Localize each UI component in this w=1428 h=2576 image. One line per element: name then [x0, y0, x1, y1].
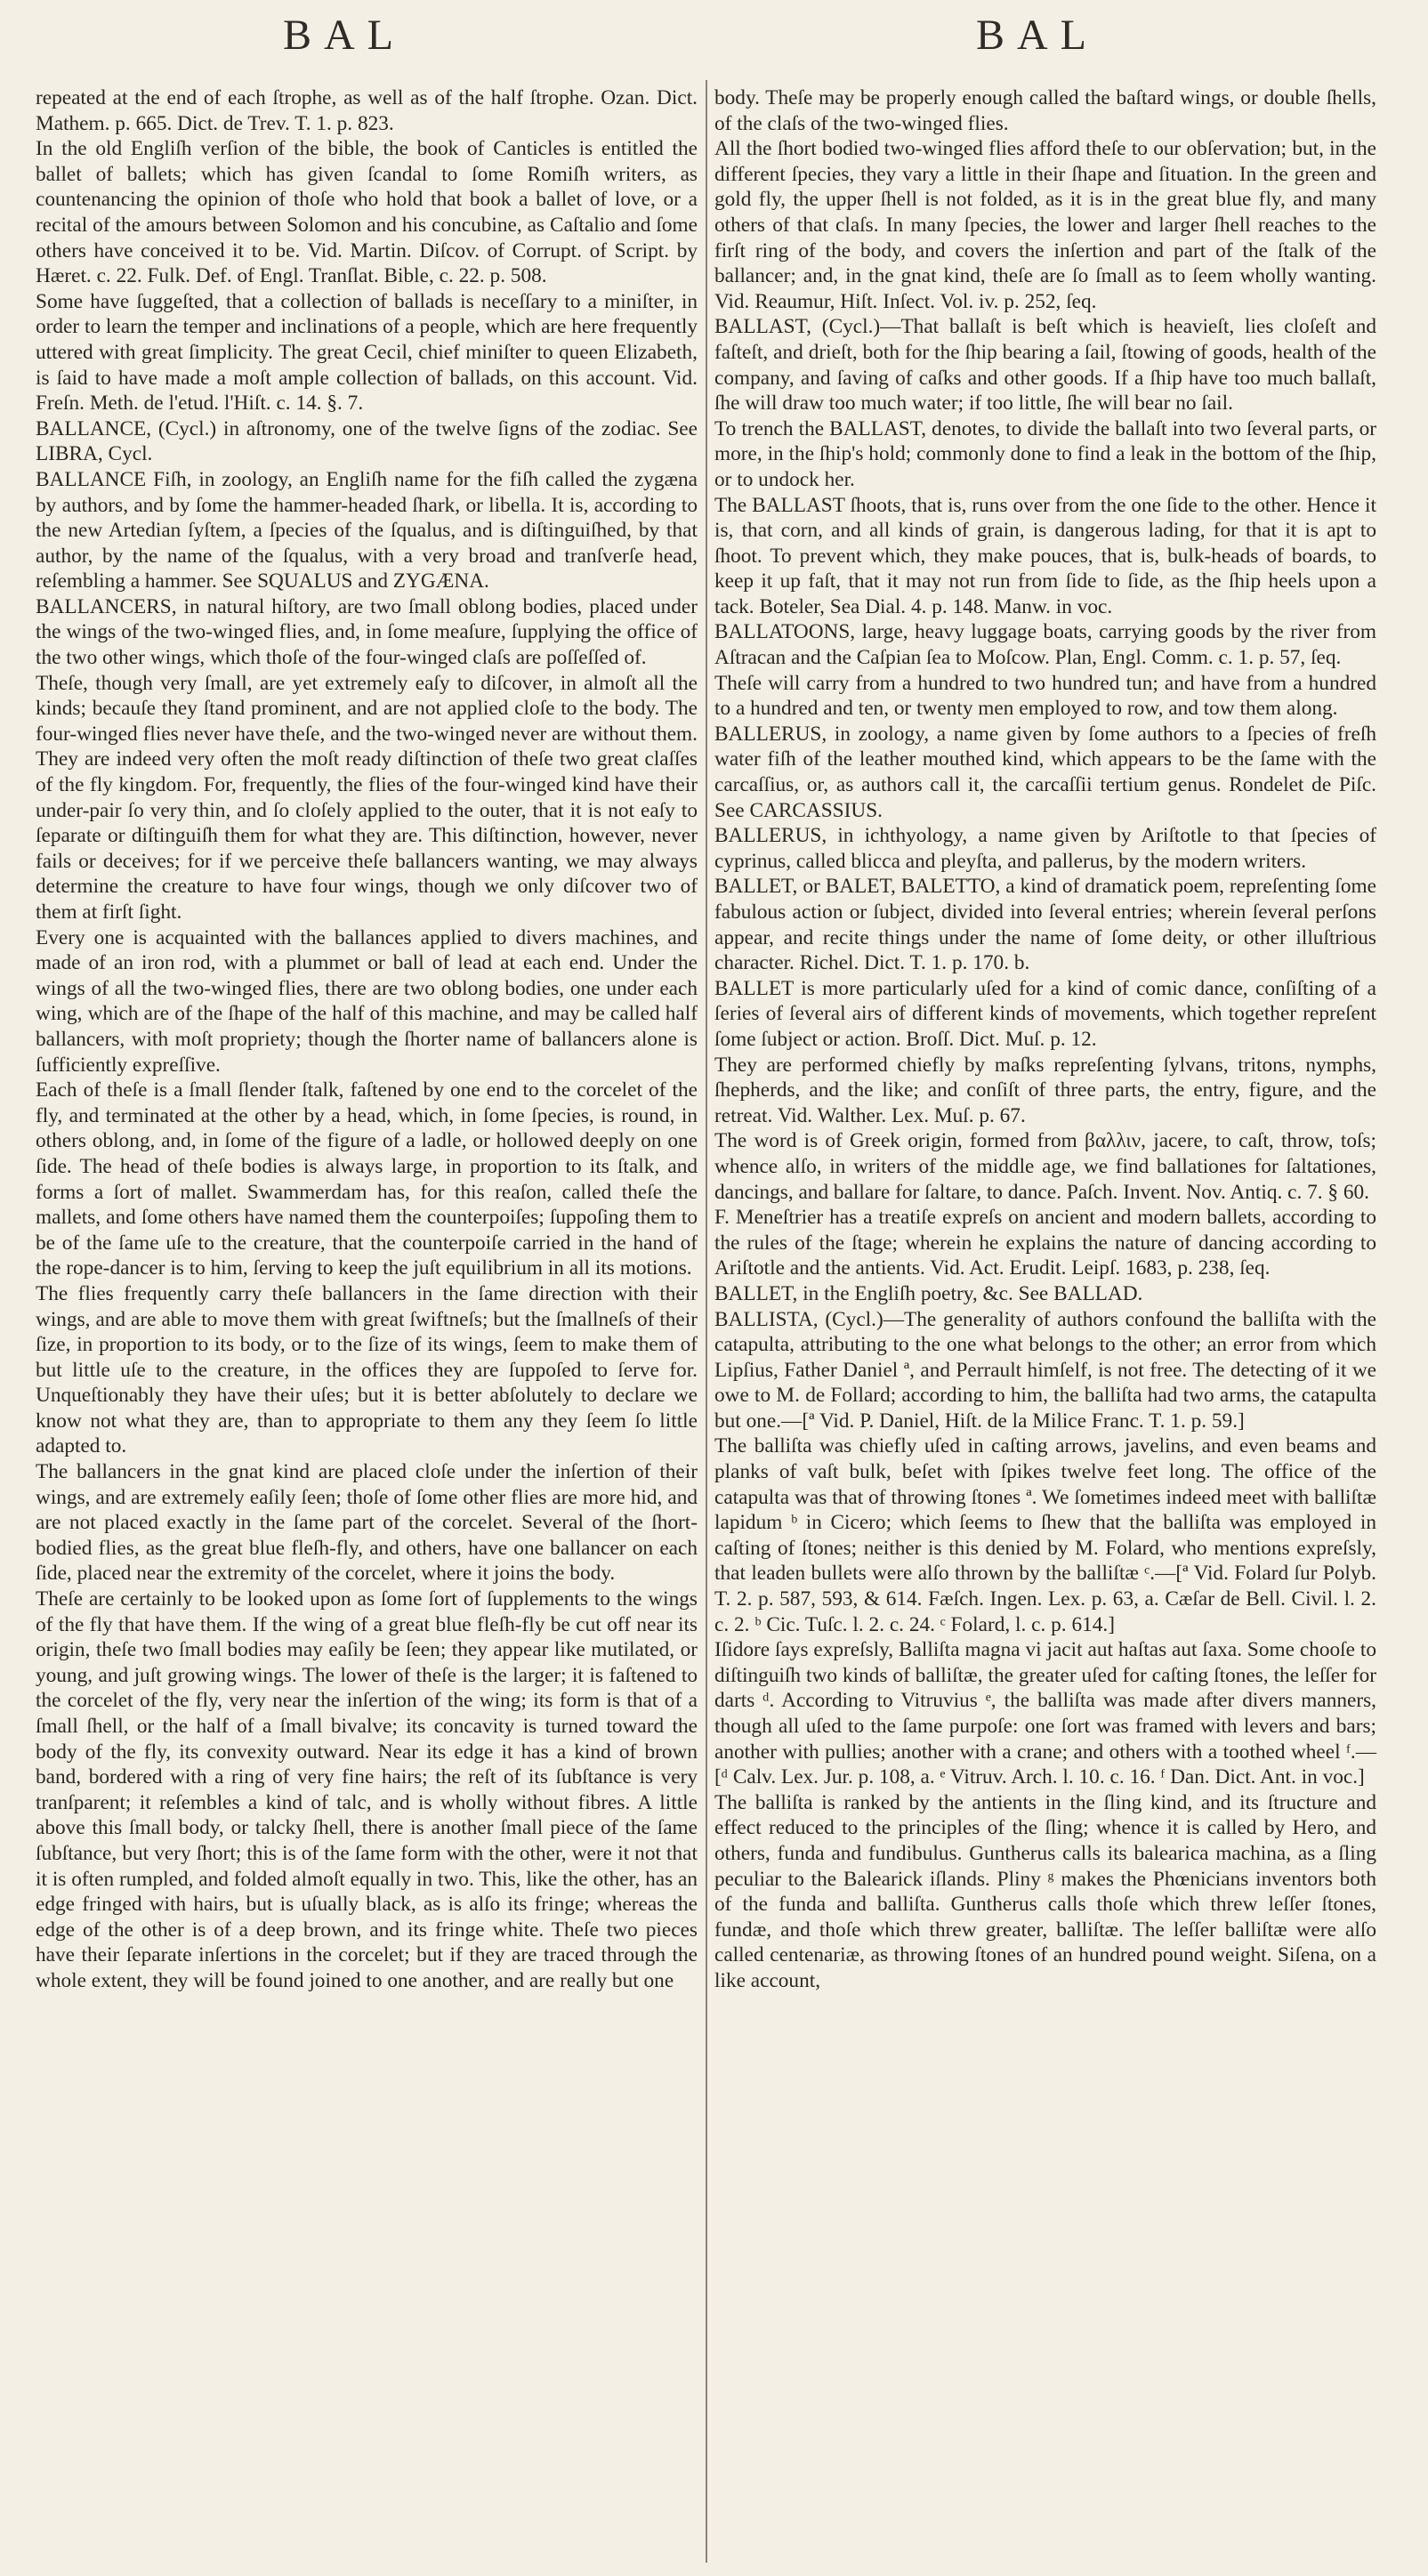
entry-ballerus: BALLERUS, in zoology, a name given by ſome authors to a ſpecies of freſh water fiſh of the leather mouthed kind, which appears to be the ſame with the carcaſſius, or, as authors call it, the carcaſſii tertium genus. Rondelet de Piſc. See CARCASSIUS. — [714, 722, 1376, 822]
paragraph: All the ſhort bodied two-winged flies afford theſe to our obſervation; but, in the different ſpecies, they vary a little in their ſhape and ſituation. In the green and gold fly, the upper ſhell is not folded, as it is in the great blue fly, and many others of that claſs. In many ſpecies, the lower and larger ſhell reaches to the firſt ring of the body, and covers the inſertion and part of the ſtalk of the ballancer; and, in the gnat kind, theſe are ſo ſmall as to ſeem wholly wanting. Vid. Reaumur, Hiſt. Inſect. Vol. iv. p. 252, ſeq. — [714, 137, 1376, 313]
entry-ballancers: BALLANCERS, in natural hiſtory, are two ſmall oblong bodies, placed under the wings of the two-winged flies, and, in ſome meaſure, ſupplying the office of the two other wings, which thoſe of the four-winged claſs are poſſeſſed of. — [36, 594, 698, 670]
paragraph: body. Theſe may be properly enough called the baſtard wings, or double ſhells, of the claſs of the two-winged flies. — [714, 86, 1376, 135]
paragraph: They are performed chiefly by maſks repreſenting ſylvans, tritons, nymphs, ſhepherds, and the like; and conſiſt of three parts, the entry, figure, and the retreat. Vid. Walther. Lex. Muſ. p. 67. — [714, 1053, 1376, 1127]
header-left-catchword: BAL — [283, 12, 406, 59]
column-divider — [706, 80, 707, 2563]
paragraph: In the old Engliſh verſion of the bible, the book of Canticles is entitled the ballet of ballets; which has given ſcandal to ſome Romiſh writers, as countenancing the opinion of thoſe who hold that book a ballet of love, or a recital of the amours between Solomon and his concubine, as Caſtalio and ſome others have conceived it to be. Vid. Martin. Diſcov. of Corrupt. of Script. by Hæret. c. 22. Fulk. Def. of Engl. Tranſlat. Bible, c. 22. p. 508. — [36, 137, 698, 288]
right-column — [714, 85, 1376, 1994]
entry-ballerus-ichthyology: BALLERUS, in ichthyology, a name given by Ariſtotle to that ſpecies of cyprinus, called blicca and pleyſta, and pallerus, by the modern writers. — [714, 824, 1376, 873]
page-header — [0, 11, 1428, 64]
paragraph: The word is of Greek origin, formed from βαλλιν, jacere, to caſt, throw, toſs; whence alſo, in writers of the middle age, we find ballationes for ſaltationes, dancings, and ballare for ſaltare, to dance. Paſch. Invent. Nov. Antiq. c. 7. § 60. — [714, 1129, 1376, 1204]
paragraph: The BALLAST ſhoots, that is, runs over from the one ſide to the other. Hence it is, that corn, and all kinds of grain, is dangerous lading, for that it is apt to ſhoot. To prevent which, they make pouces, that is, bulk-heads of boards, to keep it up faſt, that it may not run from ſide to ſide, as the ſhip heels upon a tack. Boteler, Sea Dial. 4. p. 148. Manw. in voc. — [714, 493, 1376, 618]
paragraph: BALLET is more particularly uſed for a kind of comic dance, conſiſting of a ſeries of ſeveral airs of different kinds of movements, which together repreſent ſome ſubject or action. Broſſ. Dict. Muſ. p. 12. — [714, 976, 1376, 1051]
entry-ballast: BALLAST, (Cycl.)—That ballaſt is beſt which is heavieſt, lies cloſeſt and faſteſt, and drieſt, both for the ſhip bearing a ſail, ſtowing of goods, health of the company, and ſaving of caſks and other goods. If a ſhip have too much ballaſt, ſhe will draw too much water; if too little, ſhe will bear no ſail. — [714, 315, 1376, 416]
entry-ballatoons: BALLATOONS, large, heavy luggage boats, carrying goods by the river from Aſtracan and the Caſpian ſea to Moſcow. Plan, Engl. Comm. c. 1. p. 57, ſeq. — [714, 620, 1376, 670]
paragraph: Theſe are certainly to be looked upon as ſome ſort of ſupplements to the wings of the fly that have them. If the wing of a great blue fleſh-fly be cut off near its origin, theſe two ſmall bodies may eaſily be ſeen; they appear like mutilated, or young, and juſt growing wings. The lower of theſe is the larger; it is faſtened to the corcelet of the fly, very near the inſertion of the wing; its form is that of a ſmall ſhell, or the half of a ſmall bivalve; its concavity is turned toward the body of the fly, its convexity outward. Near its edge it has a kind of brown band, bordered with a ring of very fine hairs; the reſt of its ſubſtance is very tranſparent; it reſembles a kind of talc, and is wholly without fibres. A little above this ſmall body, or talcky ſhell, there is another ſmall piece of the ſame ſubſtance, but very ſhort; this is of the ſame form with the other, were it not that it is often rumpled, and folded almoſt equally in two. This, like the other, has an edge fringed with hairs, but is uſually black, as is alſo its fringe; whereas the edge of the other is of a deep brown, and its fringe white. Theſe two pieces have their ſeparate inſertions in the corcelet; but if they are traced through the whole extent, they will be found joined to one another, and are really but one — [36, 1587, 698, 1992]
entry-ballet: BALLET, or BALET, BALETTO, a kind of dramatick poem, repreſenting ſome fabulous action or ſubject, divided into ſeveral entries; wherein ſeveral perſons appear, and recite things under the name of ſome deity, or other illuſtrious character. Richel. Dict. T. 1. p. 170. b. — [714, 875, 1376, 975]
paragraph: Theſe, though very ſmall, are yet extremely eaſy to diſcover, in almoſt all the kinds; becauſe they ſtand prominent, and are not applied cloſe to the body. The four-winged flies never have theſe, and the two-winged never are without them. They are indeed very often the moſt ready diſtinction of theſe two great claſſes of the fly kingdom. For, frequently, the flies of the four-winged kind have their under-pair ſo very thin, and ſo cloſely applied to the outer, that it is not eaſy to ſeparate or diſtinguiſh them for what they are. This diſtinction, however, never fails or deceives; for if we perceive theſe ballancers wanting, we may always determine the creature to have four wings, though we only diſcover two of them at firſt ſight. — [36, 671, 698, 924]
paragraph: Theſe will carry from a hundred to two hundred tun; and have from a hundred to a hundred and ten, or twenty men employed to row, and tow them along. — [714, 671, 1376, 721]
entry-ballet-poetry: BALLET, in the Engliſh poetry, &c. See BALLAD. — [714, 1281, 1143, 1305]
entry-ballance-fish: BALLANCE Fiſh, in zoology, an Engliſh name for the fiſh called the zygæna by authors, and by ſome the hammer-headed ſhark, or libella. It is, according to the new Artedian ſyſtem, a ſpecies of the ſqualus, and is diſtinguiſhed, by that author, by the name of the ſqualus, with a very broad and tranſverſe head, reſembling a hammer. See SQUALUS and ZYGÆNA. — [36, 467, 698, 594]
paragraph: The flies frequently carry theſe ballancers in the ſame direction with their wings, and are able to move them with great ſwiftneſs; but the ſmallneſs of their ſize, in proportion to its body, or to the ſize of its wings, ſeem to make them of but little uſe to the creature, in the offices they are ſuppoſed to ſerve for. Unqueſtionably they have their uſes; but it is better abſolutely to declare we know not what they are, than to appropriate to them any they ſeem ſo little adapted to. — [36, 1281, 698, 1458]
header-right-catchword: BAL — [976, 12, 1099, 59]
paragraph: repeated at the end of each ſtrophe, as well as of the half ſtrophe. Ozan. Dict. Mathem. p. 665. Dict. de Trev. T. 1. p. 823. — [36, 86, 698, 135]
entry-ballista: BALLISTA, (Cycl.)—The generality of authors confound the balliſta with the catapulta, attributing to the one what belongs to the other; an error from which Lipſius, Father Daniel ª, and Perrault himſelf, is not free. The detecting of it we owe to M. de Follard; according to him, the balliſta had two arms, the catapulta but one.—[ª Vid. P. Daniel, Hiſt. de la Milice Franc. T. 1. p. 59.] — [714, 1307, 1376, 1433]
paragraph: F. Meneſtrier has a treatiſe expreſs on ancient and modern ballets, according to the rules of the ſtage; wherein he explains the nature of dancing according to Ariſtotle and the antients. Vid. Act. Erudit. Leipſ. 1683, p. 238, ſeq. — [714, 1206, 1376, 1280]
paragraph: The ballancers in the gnat kind are placed cloſe under the inſertion of their wings, and are extremely eaſily ſeen; thoſe of ſome other flies are more hid, and are not placed exactly in the ſame part of the corcelet. Several of the ſhort-bodied flies, as the great blue fleſh-fly, and others, have one ballancer on each ſide, placed near the extremity of the corcelet, where it joins the body. — [36, 1460, 698, 1586]
paragraph: Iſidore ſays expreſsly, Balliſta magna vi jacit aut haſtas aut ſaxa. Some chooſe to diſtinguiſh two kinds of balliſtæ, the greater uſed for caſting ſtones, the leſſer for darts ᵈ. According to Vitruvius ᵉ, the balliſta was made after divers manners, though all uſed to the ſame purpoſe: one ſort was framed with levers and bars; another with pullies; another with a crane; and others with a toothed wheel ᶠ.—[ᵈ Calv. Lex. Jur. p. 108, a. ᵉ Vitruv. Arch. l. 10. c. 16. ᶠ Dan. Dict. Ant. in voc.] — [714, 1638, 1376, 1789]
paragraph: Some have ſuggeſted, that a collection of ballads is neceſſary to a miniſter, in order to learn the temper and inclinations of a people, which are here frequently uttered with great ſimplicity. The great Cecil, chief miniſter to queen Elizabeth, is ſaid to have made a moſt ample collection of ballads, on this account. Vid. Freſn. Meth. de l'etud. l'Hiſt. c. 14. §. 7. — [36, 289, 698, 416]
paragraph: To trench the BALLAST, denotes, to divide the ballaſt into two ſeveral parts, or more, in the ſhip's hold; commonly done to find a leak in the bottom of the ſhip, or to undock her. — [714, 416, 1376, 491]
paragraph: The balliſta was chiefly uſed in caſting arrows, javelins, and even beams and planks of vaſt bulk, beſet with ſpikes twelve feet long. The office of the catapulta was that of throwing ſtones ª. We ſometimes indeed meet with balliſtæ lapidum ᵇ in Cicero; which ſeems to ſhew that the balliſta was employed in caſting of ſtones; neither is this denied by M. Folard, who mentions expreſsly, that leaden bullets were alſo thrown by the balliſtæ ᶜ.—[ª Vid. Folard ſur Polyb. T. 2. p. 587, 593, & 614. Fæſch. Ingen. Lex. p. 63, a. Cæſar de Bell. Civil. l. 2. c. 2. ᵇ Cic. Tuſc. l. 2. c. 24. ᶜ Folard, l. c. p. 614.] — [714, 1434, 1376, 1636]
paragraph: The balliſta is ranked by the antients in the ſling kind, and its ſtructure and effect reduced to the principles of the ſling; whence it is called by Hero, and others, funda and fundibulus. Guntherus calls its balearica machina, as a ſling peculiar to the Balearick iſlands. Pliny ᵍ makes the Phœnicians inventors both of the funda and balliſta. Guntherus calls thoſe which threw leſſer ſtones, fundæ, and thoſe which threw greater, balliſtæ. The leſſer balliſtæ were alſo called centenariæ, as throwing ſtones of an hundred pound weight. Siſena, on a like account, — [714, 1790, 1376, 1992]
paragraph: Each of theſe is a ſmall ſlender ſtalk, faſtened by one end to the corcelet of the fly, and terminated at the other by a head, which, in ſome ſpecies, is round, in others oblong, and, in ſome of the figure of a ladle, or hollowed deeply on one ſide. The head of theſe bodies is always large, in proportion to its ſtalk, and forms a ſort of mallet. Swammerdam has, for this reaſon, called theſe the mallets, and ſome others have named them the counterpoiſes; ſuppoſing them to be of the ſame uſe to the creature, that the counterpoiſe carried in the hand of the rope-dancer is to him, ſerving to keep the juſt equilibrium in all its motions. — [36, 1078, 698, 1280]
paragraph: Every one is acquainted with the ballances applied to divers machines, and made of an iron rod, with a plummet or ball of lead at each end. Under the wings of all the two-winged flies, there are two oblong bodies, one under each wing, which are of the ſhape of the half of this machine, and may be called half ballancers, with moſt propriety; though the ſhorter name of ballancers alone is ſufficiently expreſſive. — [36, 925, 698, 1077]
left-column — [36, 85, 698, 1994]
entry-ballance: BALLANCE, (Cycl.) in aſtronomy, one of the twelve ſigns of the zodiac. See LIBRA, Cycl. — [36, 416, 698, 466]
